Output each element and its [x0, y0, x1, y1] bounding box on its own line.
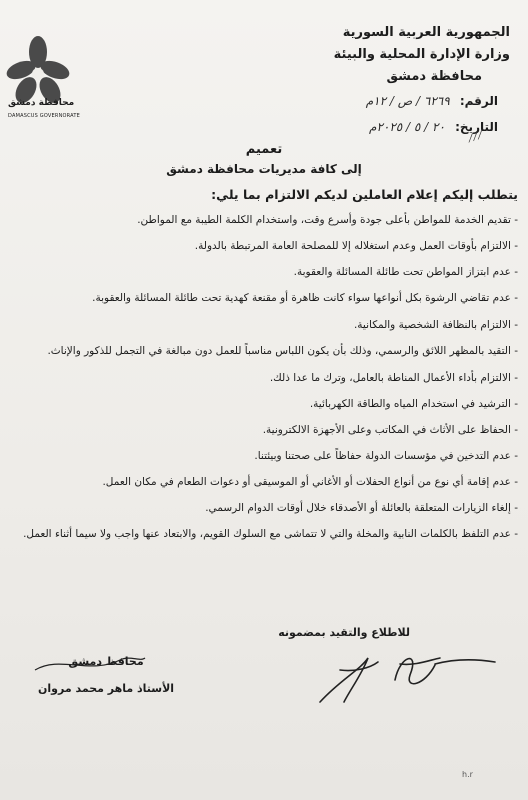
list-item: - الترشيد في استخدام المياه والطاقة الكهربائية.: [309, 398, 518, 410]
corner-mark: h.r: [462, 770, 473, 779]
list-item: - التقيد بالمظهر اللائق والرسمي، وذلك بأن يكون اللباس مناسباً للعمل دون مبالغة في التجمل للذكور والإناث.: [47, 345, 518, 357]
margin-handwritten-note: ⁄ ⁄ ⁄: [468, 130, 483, 145]
list-item: - عدم ابتزاز المواطن تحت طائلة المسائلة والعقوبة.: [293, 266, 518, 278]
handwritten-signature-icon: [300, 640, 500, 710]
logo-caption-english: DAMASCUS GOVERNORATE: [8, 113, 80, 119]
letterhead-governorate: محافظة دمشق: [386, 69, 482, 84]
list-item: - الالتزام بأوقات العمل وعدم استغلاله إلا للمصلحة العامة المرتبطة بالدولة.: [194, 240, 518, 252]
list-item: - عدم إقامة أي نوع من أنواع الحفلات أو الأغاني أو الموسيقى أو دعوات الطعام في مكان العمل.: [102, 476, 518, 488]
reference-number-label: الرقم:: [459, 94, 498, 108]
reference-date-value: ٢٠ / ٥ / ٢٠٢٥م: [369, 120, 445, 134]
letterhead-ministry: وزارة الإدارة المحلية والبيئة: [333, 47, 510, 62]
list-item: - عدم التلفظ بالكلمات النابية والمخلة والتي لا تتماشى مع السلوك القويم، والابتعاد عنها واجب ولا سيما أثناء العمل.: [23, 528, 518, 540]
list-item: - عدم تقاضي الرشوة بكل أنواعها سواء كانت ظاهرة أو مقنعة كهدية تحت طائلة المسائلة والعقوبة.: [92, 292, 518, 304]
list-item: - عدم التدخين في مؤسسات الدولة حفاظاً على صحتنا وبيئتنا.: [254, 450, 518, 462]
list-item: - تقديم الخدمة للمواطن بأعلى جودة وأسرع وقت، واستخدام الكلمة الطيبة مع المواطن.: [137, 214, 518, 226]
reference-number: [366, 94, 498, 108]
document-title: تعميم: [245, 142, 283, 157]
document-addressee: إلى كافة مديريات محافظة دمشق: [166, 162, 362, 176]
reference-date-label: التاريخ:: [455, 120, 498, 134]
signatory-name: الأستاذ ماهر محمد مروان: [38, 682, 175, 695]
approval-scribble-icon: [30, 650, 150, 680]
list-item: - الالتزام بأداء الأعمال المناطة بالعامل، وترك ما عدا ذلك.: [269, 372, 518, 384]
signatory-title: محافظ دمشق: [68, 655, 144, 668]
instructions-list: [8, 212, 518, 543]
reference-number-value: ٦٢٦٩ / ص / ١٢م: [365, 94, 450, 108]
letterhead-republic: الجمهورية العربية السورية: [342, 25, 510, 40]
list-item: - إلغاء الزيارات المتعلقة بالعائلة أو الأصدقاء خلال أوقات الدوام الرسمي.: [205, 502, 518, 514]
letterhead: [334, 22, 510, 88]
list-item: - الالتزام بالنظافة الشخصية والمكانية.: [353, 319, 518, 331]
closing-note: للاطلاع والتقيد بمضمونه: [278, 626, 410, 639]
logo-caption-arabic: محافظة دمشق: [8, 98, 75, 108]
document-intro: يتطلب إليكم إعلام العاملين لديكم الالتزام بما يلي:: [211, 187, 518, 202]
list-item: - الحفاظ على الأثاث في المكاتب وعلى الأجهزة الالكترونية.: [262, 424, 518, 436]
